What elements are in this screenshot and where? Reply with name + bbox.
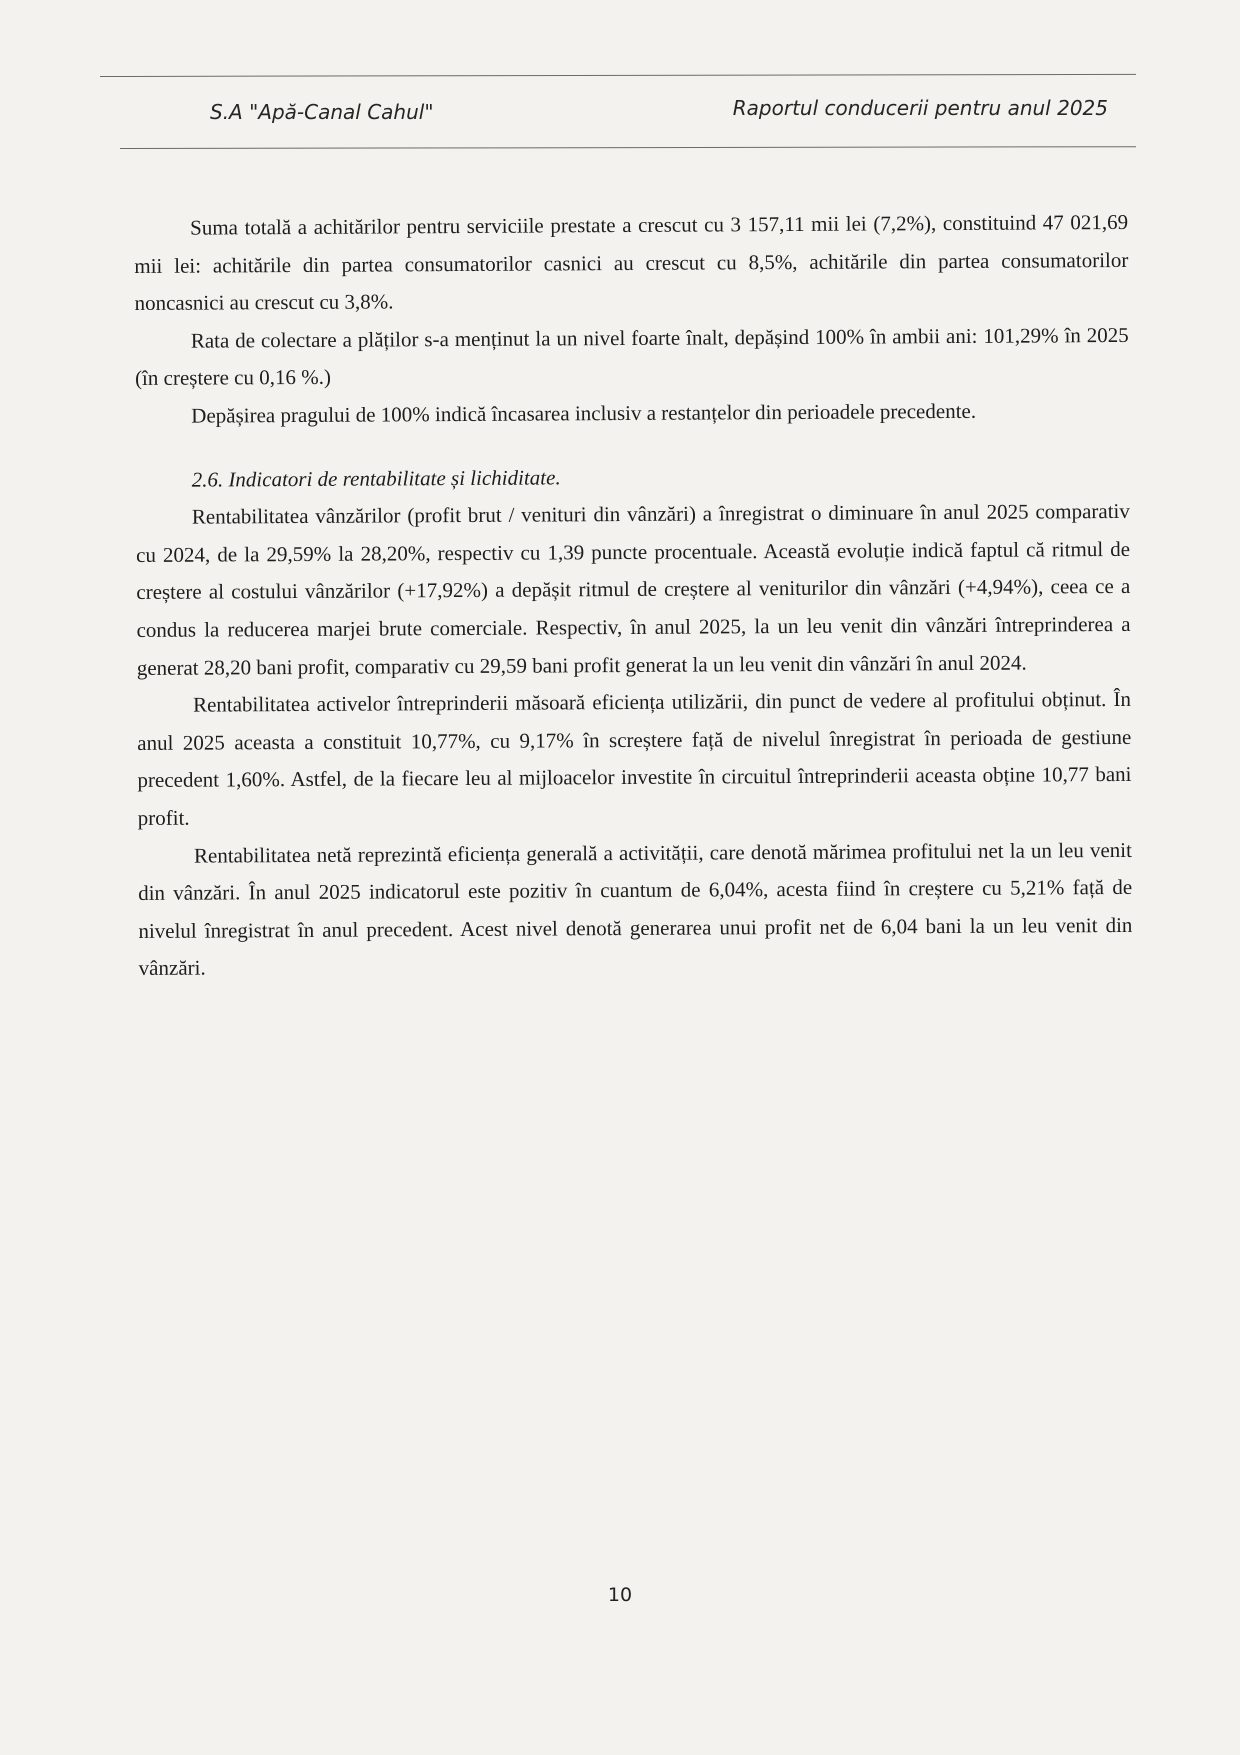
paragraph-sales-profitability: Rentabilitatea vânzărilor (profit brut / venituri din vânzări) a înregistrat o diminuare în anul 2025 comparativ cu 2024, de la 29,59% la 28,20%, respectiv cu 1,39 puncte procentuale. Această evoluție indică faptul că ritmul de creștere al costului vânzărilor (+17,92%) a depășit ritmul de creștere al veniturilor din vânzări (+4,94%), ceea ce a condus la reducerea marjei brute comerciale. Respectiv, în anul 2025, la un leu venit din vânzări întreprinderea a generat 28,20 bani profit, comparativ cu 29,59 bani profit generat la un leu venit din vânzări în anul 2024. <box>136 499 1131 680</box>
header-report-title: Raportul conducerii pentru anul 2025 <box>732 96 1108 120</box>
paragraph-net-profitability: Rentabilitatea netă reprezintă eficiența generală a activității, care denotă mărimea profitului net la un leu venit din vânzări. În anul 2025 indicatorul este pozitiv în cuantum de 6,04%, acesta fiind în creștere cu 5,21% față de nivelul înregistrat în anul precedent. Acest nivel denotă generarea unui profit net de 6,04 bani la un leu venit din vânzări. <box>138 837 1133 981</box>
paragraph-collection-rate: Rata de colectare a plăților s-a menținut la un nivel foarte înalt, depășind 100% în ambii ani: 101,29% în 2025 (în creștere cu 0,16 %.) <box>134 322 1129 391</box>
header-company-name: S.A "Apă-Canal Cahul" <box>210 100 434 124</box>
body-text <box>134 204 1133 988</box>
page-number: 10 <box>607 1584 633 1606</box>
paragraph-assets-profitability: Rentabilitatea activelor întreprinderii măsoară eficiența utilizării, din punct de vedere al profitului obținut. În anul 2025 aceasta a constituit 10,77%, cu 9,17% în screștere față de nivelul înregistrat în perioada de gestiune precedent 1,60%. Astfel, de la fiecare leu al mijloacelor investite în circuitul întreprinderii aceasta obține 10,77 bani profit. <box>137 687 1132 830</box>
header-top-rule <box>100 74 1136 77</box>
page-header <box>100 76 1136 154</box>
paragraph-payments-total: Suma totală a achitărilor pentru serviciile prestate a crescut cu 3 157,11 mii lei (7,2%), constituind 47 021,69 mii lei: achitările din partea consumatorilor casnici au crescut cu 8,5%, achitările din partea consumatorilor noncasnici au crescut cu 3,8%. <box>134 209 1129 316</box>
header-bottom-rule <box>120 146 1136 149</box>
paragraph-threshold: Depășirea pragului de 100% indică încasarea inclusiv a restanțelor din perioadele precedente. <box>191 398 977 428</box>
section-heading: 2.6. Indicatori de rentabilitate și lichiditate. <box>191 464 561 492</box>
